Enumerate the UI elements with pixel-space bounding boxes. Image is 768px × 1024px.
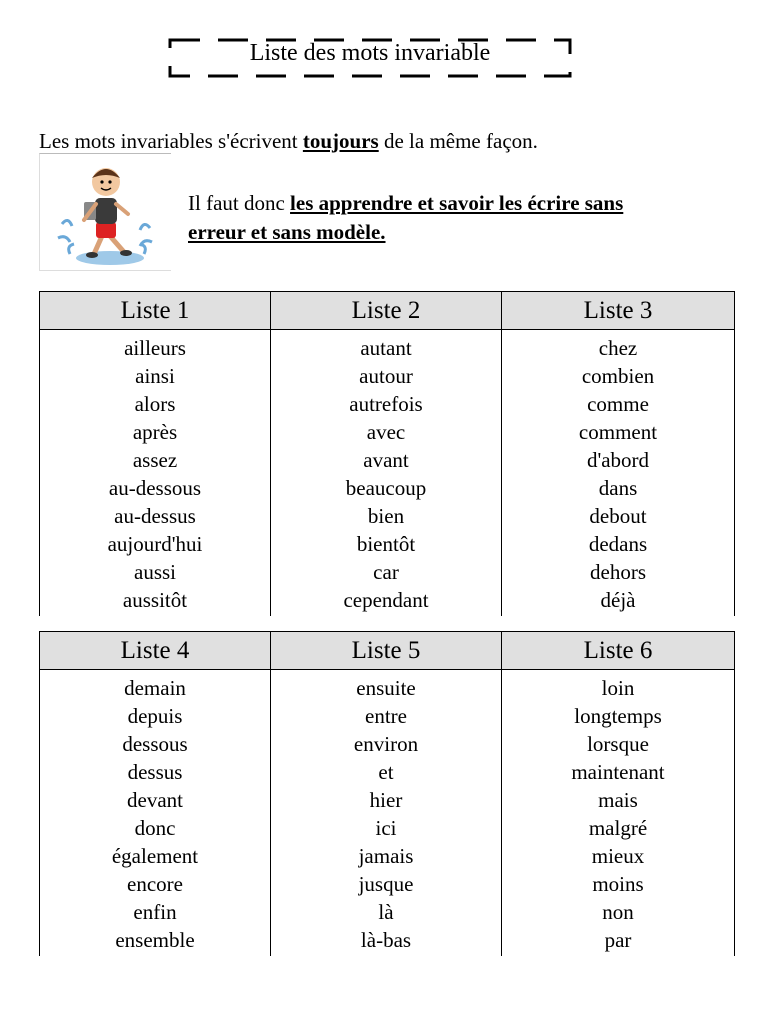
list-column [502,330,735,617]
list-word: bientôt [356,532,416,556]
list-word: d'abord [586,448,650,472]
list-word: aujourd'hui [107,532,203,556]
list-word: mieux [591,844,645,868]
list-header: Liste 1 [40,292,271,330]
list-header: Liste 2 [271,292,502,330]
list-word: devant [127,788,183,812]
intro-emphasis: toujours [302,129,379,153]
list-header: Liste 4 [40,632,271,670]
list-word: comme [587,392,649,416]
list-word: comment [578,420,658,444]
list-word: mais [598,788,638,812]
list-word: dans [598,476,638,500]
list-word: cependant [343,588,429,612]
list-word: loin [601,676,635,700]
list-word: car [373,560,399,584]
list-column [502,670,735,957]
list-word: aussitôt [122,588,188,612]
list-word: ensemble [115,928,195,952]
list-word: également [111,844,199,868]
word-table-1 [39,291,735,616]
list-word: beaucoup [345,476,427,500]
list-word: par [604,928,632,952]
list-word: chez [598,336,638,360]
list-word: avant [363,448,409,472]
list-word: au-dessous [108,476,202,500]
list-word: combien [581,364,655,388]
list-column [271,330,502,617]
list-word: malgré [588,816,648,840]
list-word: jamais [358,844,414,868]
list-word: après [132,420,178,444]
list-word: dedans [588,532,648,556]
list-word: ainsi [135,364,175,388]
list-word: autant [360,336,412,360]
list-word: demain [124,676,186,700]
list-header: Liste 5 [271,632,502,670]
list-word: encore [127,872,183,896]
list-word: moins [592,872,644,896]
list-column [271,670,502,957]
list-word: assez [132,448,178,472]
list-word: au-dessus [114,504,196,528]
list-header: Liste 6 [502,632,735,670]
list-word: depuis [127,704,183,728]
list-word: aussi [134,560,176,584]
list-word: non [602,900,634,924]
list-column [40,330,271,617]
advice-emphasis: les apprendre et savoir les écrire sans erreur et sans modèle. [188,191,624,244]
list-word: longtemps [574,704,662,728]
list-word: ici [375,816,397,840]
list-word: dessous [122,732,188,756]
list-word: là [378,900,394,924]
list-word: enfin [133,900,177,924]
list-word: hier [369,788,403,812]
list-word: autrefois [349,392,423,416]
list-word: autour [359,364,413,388]
list-word: dehors [590,560,646,584]
advice-text: Il faut donc les apprendre et savoir les écrire sans erreur et sans modèle. [188,191,624,244]
list-column [40,670,271,957]
list-word: donc [134,816,176,840]
list-word: entre [365,704,407,728]
list-header: Liste 3 [502,292,735,330]
list-word: debout [589,504,647,528]
list-word: bien [367,504,405,528]
list-word: ensuite [356,676,416,700]
boy-puddle-illustration [39,153,171,271]
list-word: maintenant [571,760,665,784]
word-table-2 [39,631,735,956]
list-word: déjà [600,588,636,612]
list-word: ailleurs [124,336,186,360]
title-box [168,38,572,78]
intro-sentence: Les mots invariables s'écrivent toujours de la même façon. [39,129,538,153]
list-word: alors [134,392,176,416]
list-word: là-bas [360,928,412,952]
list-word: lorsque [587,732,649,756]
list-word: et [378,760,394,784]
list-word: dessus [127,760,183,784]
page-title: Liste des mots invariable [249,40,491,66]
list-word: environ [353,732,419,756]
list-word: jusque [358,872,414,896]
list-word: avec [366,420,406,444]
